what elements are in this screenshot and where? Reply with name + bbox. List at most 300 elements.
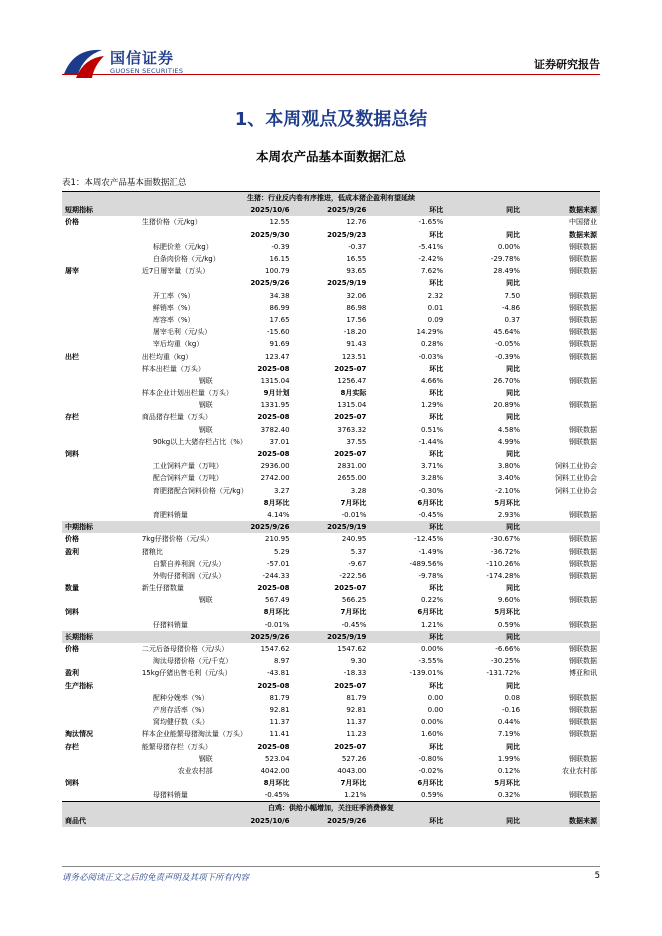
table-cell: 7.50	[504, 291, 521, 300]
table-row	[62, 326, 600, 338]
table-cell	[62, 241, 139, 253]
table-cell: 环比	[369, 815, 446, 827]
table-row	[62, 558, 600, 570]
table-cell: 环比	[429, 450, 444, 459]
table-cell	[62, 460, 139, 472]
table-cell: 同比	[506, 681, 521, 690]
table-cell: 1256.47	[337, 376, 367, 385]
table-cell: 11.37	[269, 718, 290, 727]
table-cell: 外购仔猪利润（元/头）	[152, 571, 226, 580]
table-cell: 37.55	[346, 437, 367, 446]
table-cell: 中期指标	[62, 521, 139, 533]
table-cell: 0.00	[427, 693, 444, 702]
table-cell: 28.49%	[493, 267, 521, 276]
table-cell: 2655.00	[337, 474, 367, 483]
table-title: 本周农产品基本面数据汇总	[255, 149, 406, 164]
table-cell: 盈利	[65, 669, 79, 678]
table-cell: 钢联数据	[569, 693, 597, 702]
table-cell: 7月环比	[340, 779, 367, 788]
table-cell: 同比	[506, 413, 521, 422]
table-row	[62, 740, 600, 752]
table-cell: 2025/10/6	[216, 204, 293, 216]
table-cell: 钢联数据	[569, 437, 597, 446]
table-cell: 钢联数据	[569, 328, 597, 337]
table-cell: 商品猪存栏量（万头）	[141, 413, 212, 422]
table-cell: 商品代	[62, 815, 139, 827]
section-header-row	[62, 204, 600, 216]
table-row	[62, 338, 600, 350]
table-cell: 钢联数据	[569, 376, 597, 385]
group-header-cell: 白鸡：供给小幅增加，关注旺季消费修复	[62, 802, 600, 815]
table-cell: 钢联数据	[569, 571, 597, 580]
table-row	[62, 448, 600, 460]
table-cell: 环比	[429, 364, 444, 373]
table-cell: -29.78%	[490, 255, 521, 264]
table-cell: 0.44%	[497, 718, 521, 727]
table-cell: -1.49%	[418, 547, 444, 556]
table-cell: 210.95	[265, 535, 290, 544]
table-cell: 钢联数据	[569, 242, 597, 251]
table-cell: 钢联数据	[569, 547, 597, 556]
table-cell: 钢联数据	[569, 730, 597, 739]
table-cell: 饲料工业协会	[555, 462, 597, 471]
table-cell: 0.51%	[420, 425, 444, 434]
table-cell: 环比	[369, 631, 446, 643]
table-cell: 2025-08	[257, 413, 290, 422]
table-cell: 9.30	[350, 657, 367, 666]
table-cell: 同比	[506, 364, 521, 373]
table-cell: 钢联数据	[569, 657, 597, 666]
table-cell: -15.60	[266, 328, 290, 337]
table-cell: 环比	[429, 279, 444, 288]
table-cell: 6月环比	[417, 608, 444, 617]
table-row	[62, 302, 600, 314]
table-cell: 环比	[429, 413, 444, 422]
data-table	[62, 191, 600, 827]
table-cell: 2025-08	[257, 450, 290, 459]
table-cell: 钢联数据	[569, 718, 597, 727]
table-row	[62, 436, 600, 448]
table-cell: 1547.62	[337, 645, 367, 654]
table-cell: 2742.00	[260, 474, 290, 483]
table-cell	[62, 302, 139, 314]
table-cell: 博亚和讯	[569, 669, 597, 678]
table-cell: 527.26	[341, 754, 367, 763]
table-cell: 9月计划	[263, 389, 290, 398]
table-cell: -5.41%	[418, 242, 444, 251]
table-cell: 饲料	[65, 450, 79, 459]
table-cell: -0.45%	[264, 791, 290, 800]
table-cell: 8月环比	[263, 498, 290, 507]
page-header	[0, 0, 662, 90]
table-row	[62, 594, 600, 606]
table-cell: 同比	[506, 742, 521, 751]
table-cell: 567.49	[265, 596, 290, 605]
table-row	[62, 667, 600, 679]
table-cell: 5.29	[273, 547, 290, 556]
table-cell: 2025/9/30	[250, 230, 290, 239]
table-row	[62, 619, 600, 631]
table-cell: -18.33	[343, 669, 367, 678]
table-cell: 45.64%	[493, 328, 521, 337]
table-cell	[62, 619, 139, 631]
header-divider	[62, 74, 600, 75]
page-number: 5	[594, 871, 600, 881]
table-cell	[62, 558, 139, 570]
table-cell: 钢联数据	[569, 620, 597, 629]
table-cell	[139, 777, 216, 789]
table-cell: 宰后均重（kg）	[152, 340, 204, 349]
table-cell	[62, 338, 139, 350]
table-cell: -0.45%	[418, 510, 444, 519]
table-cell: 1.21%	[344, 791, 367, 800]
table-cell: -0.37	[348, 242, 367, 251]
table-cell: 同比	[446, 815, 523, 827]
table-cell: -1.65%	[418, 218, 444, 227]
table-cell: 0.37	[504, 315, 521, 324]
table-cell: 2025/9/19	[293, 521, 370, 533]
table-row	[62, 424, 600, 436]
table-cell: 同比	[506, 279, 521, 288]
table-cell: 2025/9/26	[216, 521, 293, 533]
table-cell: 屠宰毛利（元/头）	[152, 328, 212, 337]
table-row	[62, 655, 600, 667]
table-cell: 环比	[429, 230, 444, 239]
table-cell	[62, 363, 139, 375]
table-cell: 81.79	[346, 693, 367, 702]
table-row	[62, 570, 600, 582]
table-cell: 3.80%	[497, 462, 521, 471]
table-cell: 钢联数据	[569, 645, 597, 654]
table-cell	[523, 448, 600, 460]
table-cell	[62, 314, 139, 326]
table-row	[62, 460, 600, 472]
table-cell: 钢联数据	[569, 791, 597, 800]
table-cell: 环比	[429, 742, 444, 751]
table-cell: -0.39	[271, 242, 290, 251]
table-cell	[62, 229, 139, 241]
table-cell: 2025-07	[334, 584, 367, 593]
section-title: 1、本周观点及数据总结	[234, 109, 428, 130]
table-cell: 0.32%	[497, 791, 521, 800]
table-cell: 钢联	[198, 401, 213, 410]
table-row	[62, 753, 600, 765]
table-cell: 1315.04	[337, 401, 367, 410]
logo-mark-icon	[62, 44, 106, 82]
table-cell: 2025-07	[334, 681, 367, 690]
table-cell	[523, 411, 600, 423]
table-cell: -30.67%	[490, 535, 521, 544]
table-row	[62, 411, 600, 423]
table-cell: 近7日屠宰量（万头）	[141, 267, 210, 276]
table-cell	[523, 680, 600, 692]
table-cell: 饲料	[65, 779, 79, 788]
table-cell: 窝均健仔数（头）	[152, 718, 209, 727]
table-cell: 3.28	[350, 486, 367, 495]
group-header-cell: 生猪：行业反内卷有序推进，低成本猪企盈利有望延续	[62, 192, 600, 205]
table-cell: -36.72%	[490, 547, 521, 556]
table-row	[62, 350, 600, 362]
table-cell	[139, 815, 216, 827]
table-cell: 样本企业计划出栏量（万头）	[141, 389, 233, 398]
table-cell: 同比	[446, 521, 523, 533]
table-cell: 523.04	[265, 754, 290, 763]
table-cell: 0.28%	[420, 340, 444, 349]
table-cell: 7.62%	[420, 267, 444, 276]
table-cell: 2.93%	[497, 510, 521, 519]
table-cell: 123.47	[265, 352, 290, 361]
table-cell: 566.25	[341, 596, 367, 605]
table-cell: 3.28%	[420, 474, 444, 483]
table-cell: -1.44%	[418, 437, 444, 446]
table-cell	[139, 204, 216, 216]
table-row	[62, 241, 600, 253]
table-cell: -0.03%	[418, 352, 444, 361]
table-cell: 新生仔猪数量	[141, 584, 184, 593]
table-cell: 0.12%	[497, 766, 521, 775]
table-cell: 价格	[65, 645, 79, 654]
table-row	[62, 387, 600, 399]
table-cell: 二元后备母猪价格（元/头）	[141, 645, 229, 654]
table-cell	[62, 594, 139, 606]
table-cell: 1.21%	[420, 620, 444, 629]
table-row	[62, 789, 600, 802]
table-cell	[139, 631, 216, 643]
table-cell: 93.65	[346, 267, 367, 276]
table-cell: 16.55	[346, 255, 367, 264]
table-cell: 数据来源	[569, 230, 597, 239]
table-cell: 白条肉价格（元/kg）	[152, 255, 220, 264]
table-cell: 5.37	[350, 547, 367, 556]
table-cell: 3763.32	[337, 425, 367, 434]
table-cell: 淘汰情况	[65, 730, 93, 739]
table-cell: -57.01	[266, 559, 290, 568]
table-cell: 能繁母猪存栏（万头）	[141, 742, 212, 751]
table-row	[62, 253, 600, 265]
table-cell: 0.00%	[420, 645, 444, 654]
table-cell	[62, 570, 139, 582]
table-cell: 37.01	[269, 437, 290, 446]
table-row	[62, 777, 600, 789]
table-cell: 存栏	[65, 413, 79, 422]
table-cell: 11.23	[346, 730, 367, 739]
table-row	[62, 497, 600, 509]
table-cell: 5月环比	[494, 608, 521, 617]
table-cell: 2025/9/19	[293, 631, 370, 643]
table-cell	[62, 753, 139, 765]
table-cell: 环比	[429, 584, 444, 593]
table-cell: -489.56%	[409, 559, 444, 568]
table-cell	[523, 740, 600, 752]
table-cell	[523, 631, 600, 643]
table-cell	[62, 485, 139, 497]
table-cell	[62, 497, 139, 509]
table-cell: 产房存活率（%）	[152, 705, 209, 714]
table-cell: 7.19%	[497, 730, 521, 739]
table-cell: 钢联	[198, 425, 213, 434]
table-row	[62, 680, 600, 692]
table-cell: 农业农村部	[562, 766, 597, 775]
table-cell: 8月环比	[263, 608, 290, 617]
table-cell: 0.00	[427, 705, 444, 714]
table-cell: 钢联数据	[569, 535, 597, 544]
table-cell: 钢联数据	[569, 291, 597, 300]
table-cell	[139, 277, 216, 289]
table-cell	[62, 509, 139, 521]
section-header-row	[62, 631, 600, 643]
table-cell: 数据来源	[523, 204, 600, 216]
table-cell: 生猪价格（元/kg）	[141, 218, 202, 227]
table-cell: 饲料工业协会	[555, 474, 597, 483]
table-cell: 4.99%	[497, 437, 521, 446]
table-cell: 钢联数据	[569, 705, 597, 714]
logo-name-en: GUOSEN SECURITIES	[110, 67, 184, 75]
table-caption: 表1：本周农产品基本面数据汇总	[62, 178, 187, 188]
table-cell: -3.55%	[418, 657, 444, 666]
table-cell: -139.01%	[409, 669, 444, 678]
table-row	[62, 545, 600, 557]
table-cell: -0.39%	[495, 352, 521, 361]
table-cell	[139, 448, 216, 460]
table-cell: 仔猪料销量	[152, 620, 188, 629]
table-cell: 样本企业能繁母猪淘汰量（万头）	[141, 730, 247, 739]
table-cell: 0.00%	[497, 242, 521, 251]
logo-name: 国信证券	[110, 49, 175, 67]
table-cell: 2025-07	[334, 450, 367, 459]
table-cell: 2025-07	[334, 742, 367, 751]
table-cell: -174.28%	[486, 571, 521, 580]
table-cell: 32.06	[346, 291, 367, 300]
table-cell	[523, 521, 600, 533]
table-cell: 钢联数据	[569, 425, 597, 434]
table-cell: 91.69	[269, 340, 290, 349]
table-cell: 86.98	[346, 303, 367, 312]
table-cell: 同比	[506, 389, 521, 398]
table-cell: 钢联数据	[569, 303, 597, 312]
table-cell: -2.42%	[418, 255, 444, 264]
table-cell: 2025-08	[257, 681, 290, 690]
table-cell: 同比	[506, 230, 521, 239]
table-cell: -4.86	[501, 303, 521, 312]
table-cell: 育肥猪配合饲料价格（元/kg）	[152, 486, 248, 495]
table-cell: 2025/9/23	[327, 230, 367, 239]
table-cell: -244.33	[262, 571, 290, 580]
table-cell	[523, 606, 600, 618]
table-cell	[62, 692, 139, 704]
table-cell: -0.05%	[495, 340, 521, 349]
table-cell: 2025/10/6	[216, 815, 293, 827]
table-cell: 15kg仔猪出售毛利（元/头）	[141, 669, 232, 678]
table-cell: 生产指标	[65, 681, 93, 690]
table-cell	[62, 655, 139, 667]
table-cell: 2025-08	[257, 742, 290, 751]
table-cell: -0.01%	[264, 620, 290, 629]
table-row	[62, 472, 600, 484]
table-row	[62, 606, 600, 618]
table-row	[62, 290, 600, 302]
table-cell: 11.37	[346, 718, 367, 727]
table-cell	[62, 472, 139, 484]
table-cell	[139, 497, 216, 509]
table-cell	[62, 765, 139, 777]
table-cell: 90kg以上大猪存栏占比（%）	[152, 437, 247, 446]
table-cell: 5月环比	[494, 498, 521, 507]
table-cell: 出栏均重（kg）	[141, 352, 193, 361]
table-cell: 6月环比	[417, 779, 444, 788]
table-cell	[62, 716, 139, 728]
table-row	[62, 716, 600, 728]
report-type: 证券研究报告	[534, 58, 600, 71]
table-cell: -2.10%	[495, 486, 521, 495]
table-cell: -0.02%	[418, 766, 444, 775]
table-cell: 2025-07	[334, 413, 367, 422]
table-cell: 5月环比	[494, 779, 521, 788]
table-cell: 短期指标	[62, 204, 139, 216]
table-cell	[62, 399, 139, 411]
group-header-row	[62, 192, 600, 205]
table-row	[62, 277, 600, 289]
table-row	[62, 485, 600, 497]
table-cell: 标肥价差（元/kg）	[152, 242, 213, 251]
table-cell: 钢联数据	[569, 255, 597, 264]
table-cell: 中国猪业	[569, 218, 597, 227]
table-cell: 育肥料销量	[152, 510, 188, 519]
table-cell: 12.76	[346, 218, 367, 227]
table-cell: 2025/9/26	[293, 204, 370, 216]
table-cell: 8月实际	[340, 389, 367, 398]
table-cell: -30.25%	[490, 657, 521, 666]
table-cell: 17.56	[346, 315, 367, 324]
table-row	[62, 643, 600, 655]
table-cell: -110.26%	[486, 559, 521, 568]
table-row	[62, 509, 600, 521]
table-cell: 自繁自养利润（元/头）	[152, 559, 226, 568]
table-cell: 2025-07	[334, 364, 367, 373]
table-cell: 0.59%	[497, 620, 521, 629]
table-cell: 2025/9/26	[293, 815, 370, 827]
group-header-row	[62, 802, 600, 815]
table-cell: 100.79	[265, 267, 290, 276]
table-cell: 0.08	[504, 693, 521, 702]
table-cell	[139, 521, 216, 533]
table-cell: 3782.40	[260, 425, 290, 434]
table-cell: -222.56	[339, 571, 367, 580]
table-cell: -131.72%	[486, 669, 521, 678]
table-cell	[62, 424, 139, 436]
table-row	[62, 704, 600, 716]
table-cell: 81.79	[269, 693, 290, 702]
table-cell: 86.99	[269, 303, 290, 312]
table-cell	[523, 582, 600, 594]
table-cell: 同比	[446, 204, 523, 216]
table-cell: 钢联	[198, 596, 213, 605]
table-cell: 饲料工业协会	[555, 486, 597, 495]
table-cell: 钢联数据	[569, 596, 597, 605]
table-cell: 91.43	[346, 340, 367, 349]
table-cell: -18.20	[343, 328, 367, 337]
table-cell: 2.32	[427, 291, 444, 300]
table-cell: 环比	[369, 521, 446, 533]
table-row	[62, 692, 600, 704]
table-cell: 钢联数据	[569, 559, 597, 568]
table-cell: 0.09	[427, 315, 444, 324]
table-cell: -0.30%	[418, 486, 444, 495]
table-cell: 14.29%	[416, 328, 444, 337]
table-row	[62, 216, 600, 228]
table-cell: 4043.00	[337, 766, 367, 775]
table-cell: 淘汰母猪价格（元/千克）	[152, 657, 233, 666]
table-cell: 1.29%	[420, 401, 444, 410]
